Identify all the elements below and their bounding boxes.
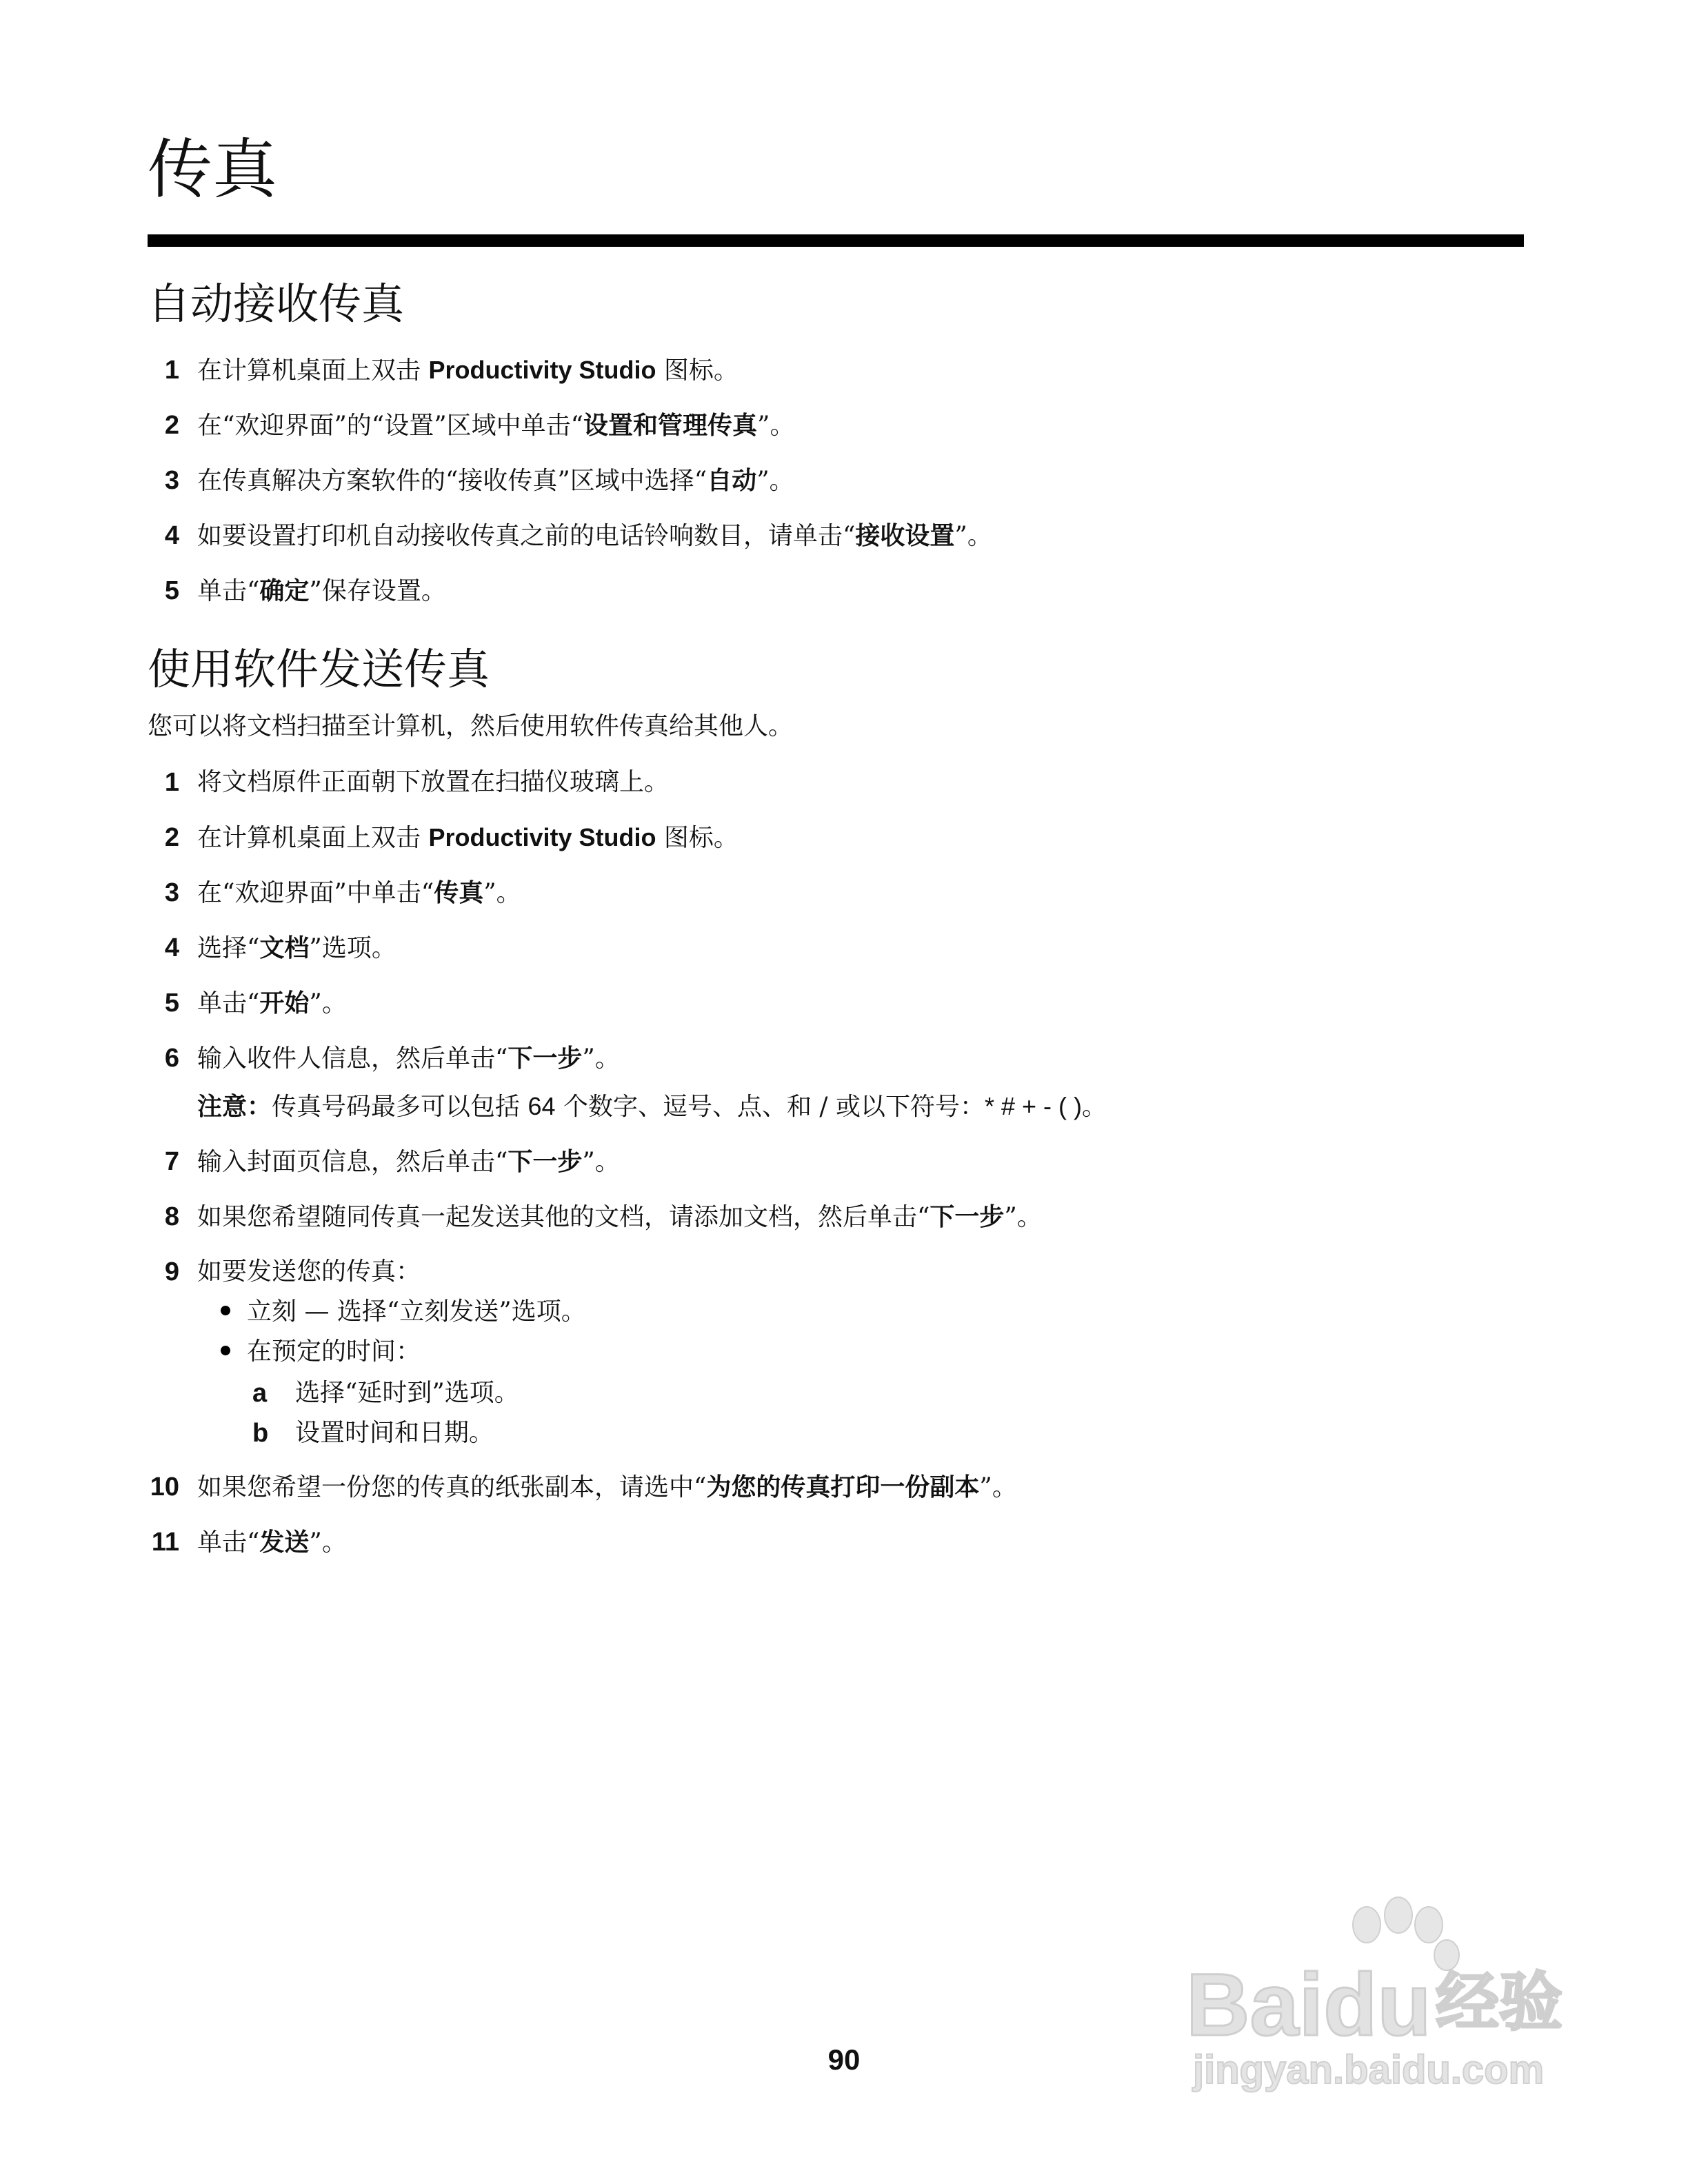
step-text: 如果您希望随同传真一起发送其他的文档，请添加文档，然后单击“下一步”。 [197,1202,1042,1231]
page-title: 传真 [148,132,278,208]
title-rule [148,234,1524,247]
step-text: 选择“文档”选项。 [197,933,396,962]
sub-step-letter: a [252,1379,268,1408]
step-text: 单击“确定”保存设置。 [197,576,446,605]
step-number: 5 [164,576,179,605]
step-text: 在传真解决方案软件的“接收传真”区域中选择“自动”。 [197,466,794,495]
step-text: 单击“发送”。 [197,1528,347,1557]
step-text: 输入收件人信息，然后单击“下一步”。 [197,1044,620,1073]
step-number: 3 [164,878,179,907]
section-intro: 您可以将文档扫描至计算机，然后使用软件传真给其他人。 [148,712,794,740]
step-number: 11 [151,1528,179,1557]
step-number: 4 [164,521,179,550]
step-number: 5 [164,989,179,1018]
step-text: 如要发送您的传真： [197,1257,421,1286]
section-heading-send-fax: 使用软件发送传真 [148,644,490,694]
baidu-paw-logo-icon [1186,1889,1572,2096]
step-number: 9 [164,1257,179,1286]
step-number: 8 [164,1202,179,1231]
step-text: 输入封面页信息，然后单击“下一步”。 [197,1147,620,1176]
bullet-icon [221,1306,230,1315]
step-number: 1 [164,768,179,797]
fax-number-note: 注意：传真号码最多可以包括 64 个数字、逗号、点、和 / 或以下符号：* # + - ( )。 [197,1092,1107,1121]
bullet-scheduled: 在预定的时间： [247,1337,421,1366]
step-number: 7 [164,1147,179,1176]
step-number: 1 [164,356,179,385]
bullet-send-now: 立刻 — 选择“立刻发送”选项。 [247,1297,586,1326]
svg-text:Baidu: Baidu [1186,1956,1431,2054]
baidu-jingyan-watermark [1186,1889,1572,2096]
step-number: 2 [164,411,179,440]
sub-step-text: 选择“延时到”选项。 [295,1379,519,1407]
step-text: 如要设置打印机自动接收传真之前的电话铃响数目，请单击“接收设置”。 [197,521,992,550]
step-number: 3 [164,466,179,495]
step-number: 6 [164,1044,179,1073]
step-text: 在“欢迎界面”的“设置”区域中单击“设置和管理传真”。 [197,411,795,440]
section-heading-auto-receive: 自动接收传真 [148,279,405,329]
svg-text:经验: 经验 [1436,1965,1563,2039]
step-text: 单击“开始”。 [197,989,347,1018]
step-text: 在“欢迎界面”中单击“传真”。 [197,878,521,907]
sub-step-letter: b [252,1419,269,1448]
page-number: 90 [827,2043,861,2076]
step-number: 10 [150,1473,179,1502]
note-label: 注意： [197,1092,272,1121]
step-number: 2 [164,823,179,852]
step-text: 将文档原件正面朝下放置在扫描仪玻璃上。 [197,768,670,796]
step-text: 在计算机桌面上双击 Productivity Studio 图标。 [197,356,738,385]
step-number: 4 [164,933,179,962]
svg-text:jingyan.baidu.com: jingyan.baidu.com [1193,2048,1545,2092]
sub-step-text: 设置时间和日期。 [295,1419,494,1447]
step-text: 在计算机桌面上双击 Productivity Studio 图标。 [197,823,738,852]
step-text: 如果您希望一份您的传真的纸张副本，请选中“为您的传真打印一份副本”。 [197,1473,1017,1502]
bullet-icon [221,1346,230,1355]
